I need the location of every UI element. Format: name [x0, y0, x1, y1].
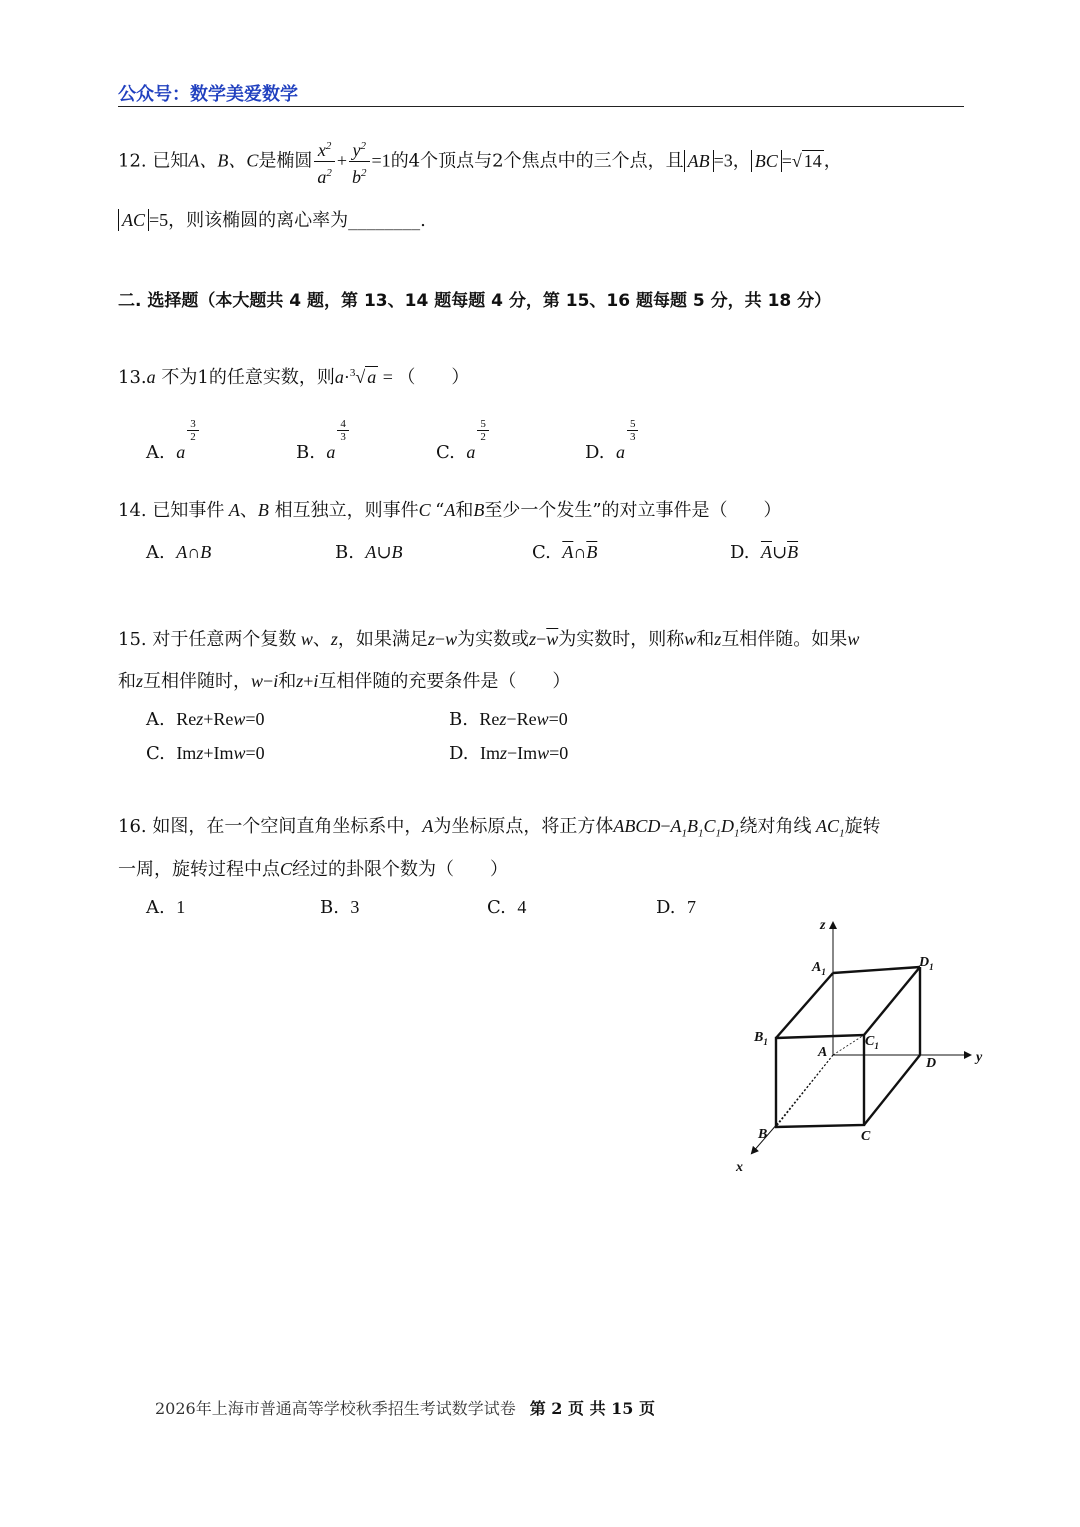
label-C1: $C_1$: [865, 1034, 879, 1051]
question-15-line2: 和z互相伴随时，w−i和z+i互相伴随的充要条件是（ ）: [118, 671, 571, 692]
footer-exam-title: 2026年上海市普通高等学校秋季招生考试数学试卷: [155, 1399, 516, 1418]
q14-option-c[interactable]: C. $\overline{A}\cap\overline{B}$: [532, 542, 598, 563]
q14-option-b[interactable]: B. A∪B: [335, 542, 403, 563]
q12-text-4: ，: [732, 150, 751, 172]
q12-text-3: 的4个顶点与2个焦点中的三个点，且: [390, 150, 684, 172]
question-12-line1: 12. 已知A、B、C是椭圆 $\frac{x^2}{a^2}$ + $\frac{y^2}{b^2}$ =1的4个顶点与2个焦点中的三个点，且 AB =3， BC =√ 14 ，: [118, 135, 842, 188]
q16-option-a[interactable]: A. 1: [146, 897, 186, 918]
q12-text-6: ，则该椭圆的离心率为: [168, 210, 349, 231]
q15-option-c[interactable]: C. Imz+Imw=0: [146, 743, 265, 764]
edge-C1-D1: [864, 967, 920, 1035]
q16-option-c[interactable]: C. 4: [487, 897, 527, 918]
edge-D-C: [864, 1055, 920, 1125]
question-12-line2: AC =5，则该椭圆的离心率为________.: [118, 207, 426, 234]
q12-answer-blank: ________.: [348, 210, 426, 231]
header-rule: [118, 106, 964, 107]
label-x: x: [736, 1160, 743, 1175]
q14-number: 14.: [118, 500, 147, 521]
q12-text-2: 是椭圆: [258, 150, 313, 172]
q12-abs-bc: BC: [751, 150, 782, 172]
q13-option-a[interactable]: A. a $\frac{3}{2}$: [146, 418, 201, 463]
q15-option-b[interactable]: B. Rez−Rew=0: [449, 709, 568, 730]
question-13: 13.a 不为1的任意实数，则a·$^3$√ a = （ ）: [118, 367, 470, 388]
question-15-line1: 15. 对于任意两个复数 w、z，如果满足z−w为实数或$z-\overline{w}$为实数时，则称w和z互相伴随。如果w: [118, 629, 860, 650]
q14-option-d[interactable]: D. $\overline{A}\cup\overline{B}$: [730, 542, 799, 563]
q13-paren: （ ）: [397, 367, 470, 388]
q14-option-a[interactable]: A. A∩B: [146, 542, 212, 563]
q13-text-1: 不为1的任意实数，则: [161, 367, 335, 388]
question-16-line2: 一周，旋转过程中点C经过的卦限个数为（ ）: [118, 859, 509, 880]
label-y: y: [976, 1050, 983, 1065]
label-A1: $A_1$: [812, 960, 826, 977]
label-z: z: [820, 918, 826, 933]
section-2-title: 二. 选择题（本大题共 4 题，第 13、14 题每题 4 分，第 15、16 题每题 5 分，共 18 分）: [118, 291, 832, 311]
label-B: B: [758, 1127, 768, 1142]
q15-option-a[interactable]: A. Rez+Rew=0: [146, 709, 265, 730]
q13-option-b[interactable]: B. a $\frac{4}{3}$: [296, 418, 351, 463]
q16-option-d[interactable]: D. 7: [656, 897, 696, 918]
header-title: 公众号：数学美爱数学: [118, 84, 298, 105]
edge-B1-A1: [776, 973, 833, 1038]
edge-A1-D1: [833, 967, 920, 973]
q12-abs-ab: AB: [684, 150, 714, 172]
q16-option-b[interactable]: B. 3: [320, 897, 360, 918]
q12-number: 12.: [118, 150, 147, 172]
q12-text-1: 已知: [152, 150, 189, 172]
footer: [155, 1396, 655, 1419]
footer-page-number: 第 2 页 共 15 页: [529, 1399, 655, 1418]
q12-frac-x: $\frac{x^2}{a^2}$: [314, 135, 335, 188]
q15-option-d[interactable]: D. Imz−Imw=0: [449, 743, 569, 764]
q13-option-c[interactable]: C. a $\frac{5}{2}$: [436, 418, 491, 463]
label-D: D: [926, 1056, 937, 1071]
q12-abs-ac: AC: [118, 209, 149, 231]
q13-option-d[interactable]: D. a $\frac{5}{3}$: [585, 418, 640, 463]
question-14: 14. 已知事件 A、B 相互独立，则事件C “A和B至少一个发生”的对立事件是（ ）: [118, 500, 782, 521]
cube-coordinate-figure: [720, 905, 1000, 1185]
q12-text-5: ，: [823, 150, 842, 172]
question-16-line1: 16. 如图，在一个空间直角坐标系中，A为坐标原点，将正方体$ABCD-A_1B_1C_1D_1$绕对角线 $AC_1$旋转: [118, 816, 881, 840]
q13-number: 13.: [118, 367, 147, 388]
label-D1: $D_1$: [919, 955, 934, 972]
label-C: C: [861, 1129, 871, 1144]
label-A: A: [818, 1045, 828, 1060]
edge-A-B: [776, 1055, 833, 1127]
diagonal-AC1: [833, 1035, 864, 1055]
q12-frac-y: $\frac{y^2}{b^2}$: [349, 135, 370, 188]
q12-points: A、B、C: [188, 150, 259, 171]
label-B1: $B_1$: [754, 1030, 768, 1047]
